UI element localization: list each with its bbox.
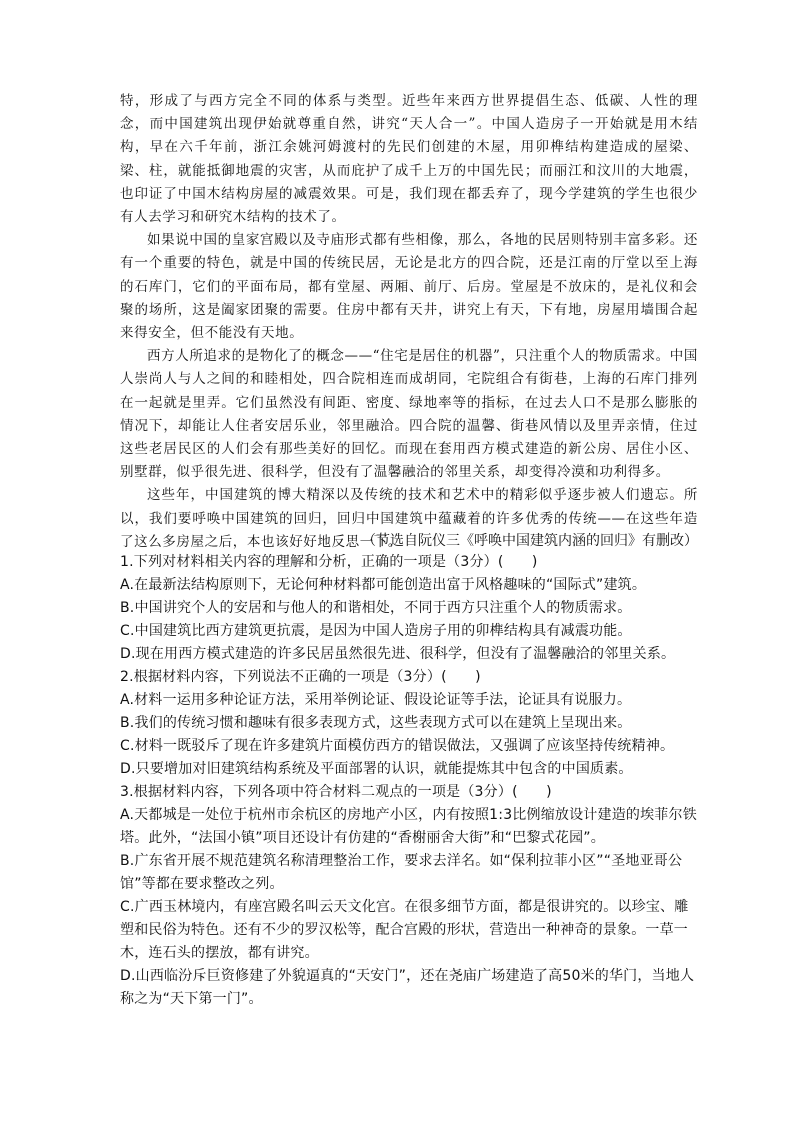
option-a: A.天都城是一处位于杭州市余杭区的房地产小区，内有按照1:3比例缩放设计建造的埃菲尔铁塔。此外，“法国小镇”项目还设计有仿建的“香榭丽舍大街”和“巴黎式花园”。 xyxy=(120,807,697,846)
option-a: A.材料一运用多种论证方法，采用举例论证、假设论证等手法，论证具有说服力。 xyxy=(120,692,632,708)
option-c: C.广西玉林境内，有座宫殿名叫云天文化宫。在很多细节方面，都是很讲究的。以珍宝、雕塑和民俗为特色。还有不少的罗汉松等，配合宫殿的形状，营造出一种神奇的景象。一草一木，连石头的摆放，都有讲究。 xyxy=(120,899,689,961)
question-3 xyxy=(120,781,698,1011)
option-a: A.在最新法结构原则下，无论何种材料都可能创造出富于风格趣味的“国际式”建筑。 xyxy=(120,577,647,593)
option-d: D.现在用西方模式建造的许多民居虽然很先进、很科学，但没有了温馨融洽的邻里关系。 xyxy=(120,646,676,662)
option-d: D.山西临汾斥巨资修建了外貌逼真的“天安门”，还在尧庙广场建造了高50米的华门，当地人称之为“天下第一门”。 xyxy=(120,968,695,1007)
option-b: B.我们的传统习惯和趣味有很多表现方式，这些表现方式可以在建筑上呈现出来。 xyxy=(120,715,632,731)
option-d: D.只要增加对旧建筑结构系统及平面部署的认识，就能提炼其中包含的中国质素。 xyxy=(120,761,633,777)
question-stem: 1.下列对材料相关内容的理解和分析，正确的一项是（3分）( ) xyxy=(120,554,538,570)
passage-source: （节选自阮仪三《呼唤中国建筑内涵的回归》有删改） xyxy=(362,533,698,549)
passage-paragraph: 西方人所追求的是物化了的概念——“住宅是居住的机器”，只注重个人的物质需求。中国人崇尚人与人之间的和睦相处，四合院相连而成胡同，宅院组合有街巷，上海的石库门排列在一起就是里弄。它们虽然没有间距、密度、绿地率等的指标，在过去人口不是那么膨胀的情况下，却能让人住者安居乐业，邻里融洽。四合院的温馨、街巷风情以及里弄亲情，住过这些老居民区的人们会有那些美好的回忆。而现在套用西方模式建造的新公房、居住小区、别墅群，似乎很先进、很科学，但没有了温馨融洽的邻里关系，却变得冷漠和功利得多。 xyxy=(120,348,698,481)
question-stem: 3.根据材料内容，下列各项中符合材料二观点的一项是（3分）( ) xyxy=(120,784,552,800)
question-section xyxy=(120,551,698,1011)
question-1 xyxy=(120,551,698,666)
option-b: B.中国讲究个人的安居和与他人的和谐相处，不同于西方只注重个人的物质需求。 xyxy=(120,600,632,616)
question-stem: 2.根据材料内容，下列说法不正确的一项是（3分）( ) xyxy=(120,669,481,685)
question-2 xyxy=(120,666,698,781)
passage-paragraph: 特，形成了与西方完全不同的体系与类型。近些年来西方世界提倡生态、低碳、人性的理念，而中国建筑出现伊始就尊重自然，讲究“天人合一”。中国人造房子一开始就是用木结构，早在六千年前，浙江余姚河姆渡村的先民们创建的木屋，用卯榫结构建造成的屋梁、梁、柱，就能抵御地震的灾害，从而庇护了成千上万的中国先民；而丽江和汶川的大地震，也印证了中国木结构房屋的减震效果。可是，我们现在都丢弃了，现今学建筑的学生也很少有人去学习和研究木结构的技术了。 xyxy=(120,93,698,226)
option-c: C.材料一既驳斥了现在许多建筑片面模仿西方的错误做法，又强调了应该坚持传统精神。 xyxy=(120,738,675,754)
reading-passage xyxy=(120,90,698,554)
option-c: C.中国建筑比西方建筑更抗震，是因为中国人造房子用的卯榫结构具有减震功能。 xyxy=(120,623,632,639)
passage-paragraph: 这些年，中国建筑的博大精深以及传统的技术和艺术中的精彩似乎逐步被人们遗忘。所以，我们要呼唤中国建筑的回归，回归中国建筑中蕴藏着的许多优秀的传统——在这些年造了这么多房屋之后，本也该好好地反思一下。 xyxy=(120,487,698,550)
option-b: B.广东省开展不规范建筑名称清理整治工作，要求去洋名。如“保利拉菲小区”“圣地亚哥公馆”等都在要求整改之列。 xyxy=(120,853,683,892)
passage-paragraph: 如果说中国的皇家宫殿以及寺庙形式都有些相像，那么，各地的民居则特别丰富多彩。还有一个重要的特色，就是中国的传统民居，无论是北方的四合院，还是江南的厅堂以至上海的石库门，它们的平面布局，都有堂屋、两厢、前厅、后房。堂屋是不放床的，是礼仪和会聚的场所，这是阖家团聚的需要。住房中都有天井，讲究上有天，下有地，房屋用墙围合起来得安全，但不能没有天地。 xyxy=(120,232,698,342)
